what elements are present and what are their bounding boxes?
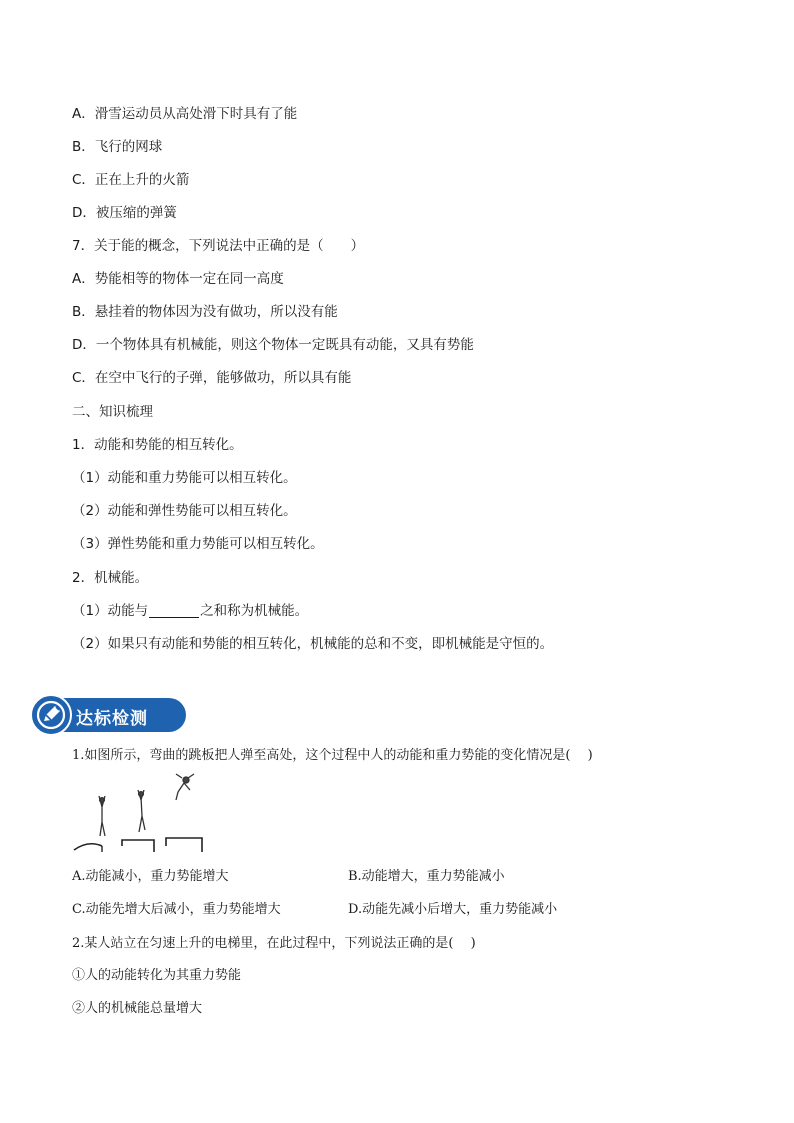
statement: ②人的机械能总量增大 (72, 1001, 203, 1016)
statement: ①人的动能转化为其重力势能 (72, 968, 242, 983)
option-line: A．滑雪运动员从高处滑下时具有了能 (72, 106, 298, 122)
answer-blank[interactable] (149, 603, 199, 618)
knowledge-point: 2．机械能。 (72, 570, 149, 586)
knowledge-point: （1）动能和重力势能可以相互转化。 (72, 470, 297, 486)
section-heading: 二、知识梳理 (72, 404, 153, 420)
question-stem: 7．关于能的概念，下列说法中正确的是（ ） (72, 238, 365, 254)
option-line: A．势能相等的物体一定在同一高度 (72, 271, 284, 287)
banner-title: 达标检测 (76, 709, 148, 729)
springboard-diagram (72, 770, 212, 860)
option-line: B．飞行的网球 (72, 139, 163, 155)
option-line: D．一个物体具有机械能，则这个物体一定既具有动能，又具有势能 (72, 337, 474, 353)
option-d: D.动能先减小后增大，重力势能减小 (348, 902, 558, 917)
pencil-icon (30, 694, 72, 736)
option-line: D．被压缩的弹簧 (72, 205, 177, 221)
knowledge-point: （3）弹性势能和重力势能可以相互转化。 (72, 536, 324, 552)
option-line: C．在空中飞行的子弹，能够做功，所以具有能 (72, 370, 352, 386)
option-b: B.动能增大，重力势能减小 (348, 869, 505, 884)
knowledge-point: 1．动能和势能的相互转化。 (72, 437, 243, 453)
fill-in-prefix: （1）动能与 (72, 603, 149, 619)
section-banner (30, 694, 186, 736)
knowledge-point: （2）动能和弹性势能可以相互转化。 (72, 503, 297, 519)
question-stem: 1.如图所示，弯曲的跳板把人弹至高处，这个过程中人的动能和重力势能的变化情况是( ) (72, 748, 593, 763)
knowledge-point: （2）如果只有动能和势能的相互转化，机械能的总和不变，即机械能是守恒的。 (72, 636, 554, 652)
option-line: C．正在上升的火箭 (72, 172, 190, 188)
fill-in-suffix: 之和称为机械能。 (200, 603, 309, 619)
question-stem: 2.某人站立在匀速上升的电梯里，在此过程中，下列说法正确的是( ) (72, 936, 476, 951)
option-line: B．悬挂着的物体因为没有做功，所以没有能 (72, 304, 338, 320)
option-a: A.动能减小，重力势能增大 (72, 869, 229, 884)
option-c: C.动能先增大后减小，重力势能增大 (72, 902, 281, 917)
fill-in-line (72, 602, 308, 620)
